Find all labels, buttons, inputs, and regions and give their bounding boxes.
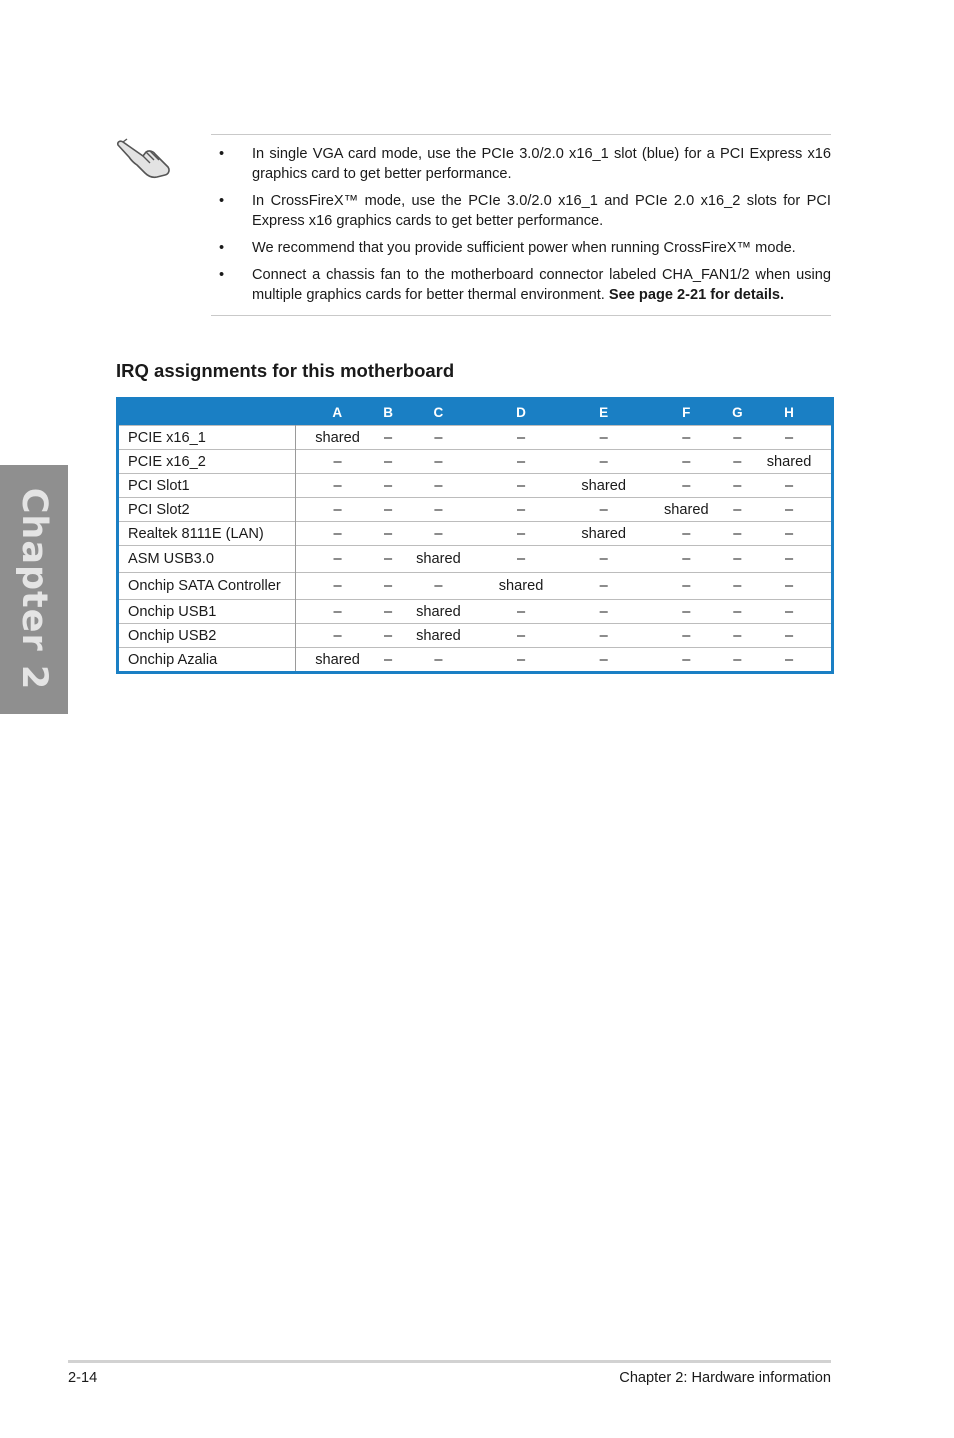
- irq-cell: –: [728, 450, 747, 474]
- note-text: In CrossFireX™ mode, use the PCIe 3.0/2.0 x16_1 and PCIe 2.0 x16_2 slots for PCI Express x16 graphics cards to get better performance.: [252, 193, 831, 229]
- table-row: [118, 573, 833, 600]
- irq-cell: –: [379, 624, 397, 648]
- table-row: [118, 546, 833, 573]
- irq-cell: shared: [296, 648, 380, 673]
- irq-cell: –: [397, 450, 480, 474]
- irq-cell: –: [562, 546, 645, 573]
- irq-cell: –: [397, 573, 480, 600]
- device-cell: ASM USB3.0: [118, 546, 296, 573]
- device-cell: PCI Slot2: [118, 498, 296, 522]
- table-row: [118, 648, 833, 673]
- irq-cell: –: [379, 546, 397, 573]
- irq-cell: –: [728, 474, 747, 498]
- irq-cell: –: [379, 600, 397, 624]
- column-header: G: [728, 399, 747, 426]
- irq-cell: shared: [296, 426, 380, 450]
- irq-table: [116, 397, 834, 674]
- table-row: [118, 450, 833, 474]
- irq-cell: –: [645, 546, 728, 573]
- irq-cell: –: [480, 624, 563, 648]
- chapter-side-tab-label: Chapter 2: [14, 487, 54, 691]
- irq-cell: –: [562, 426, 645, 450]
- page-number: 2-14: [68, 1370, 98, 1386]
- irq-cell: –: [728, 498, 747, 522]
- device-cell: Onchip Azalia: [118, 648, 296, 673]
- irq-cell: –: [480, 426, 563, 450]
- irq-cell: –: [645, 648, 728, 673]
- irq-cell: –: [747, 498, 832, 522]
- irq-cell: –: [397, 474, 480, 498]
- note-bottom-rule: [211, 315, 831, 316]
- column-header: D: [480, 399, 563, 426]
- irq-cell: –: [480, 474, 563, 498]
- note-item: [211, 265, 831, 305]
- note-text-body: Connect a chassis fan to the motherboard connector labeled CHA_FAN1/2 when using multiple graphics cards for better thermal environment.: [252, 267, 831, 303]
- irq-cell: –: [379, 474, 397, 498]
- irq-cell: –: [728, 426, 747, 450]
- irq-cell: –: [379, 522, 397, 546]
- irq-cell: shared: [480, 573, 563, 600]
- table-row: [118, 624, 833, 648]
- column-header-device: [118, 399, 296, 426]
- irq-cell: –: [296, 498, 380, 522]
- irq-cell: –: [645, 624, 728, 648]
- column-header: F: [645, 399, 728, 426]
- irq-cell: –: [645, 474, 728, 498]
- irq-cell: –: [747, 522, 832, 546]
- irq-cell: –: [379, 648, 397, 673]
- irq-cell: –: [747, 600, 832, 624]
- column-header: B: [379, 399, 397, 426]
- irq-cell: –: [747, 426, 832, 450]
- note-top-rule: [211, 134, 831, 135]
- irq-cell: –: [480, 648, 563, 673]
- pointing-hand-icon: [113, 135, 173, 181]
- table-row: [118, 600, 833, 624]
- irq-cell: –: [480, 600, 563, 624]
- section-title: IRQ assignments for this motherboard: [116, 360, 455, 381]
- device-cell: PCIE x16_2: [118, 450, 296, 474]
- irq-cell: shared: [397, 624, 480, 648]
- irq-cell: –: [296, 600, 380, 624]
- note-item: [211, 144, 831, 184]
- table-header-row: [118, 399, 833, 426]
- table-row: [118, 498, 833, 522]
- irq-cell: –: [296, 450, 380, 474]
- irq-cell: –: [747, 474, 832, 498]
- irq-cell: shared: [397, 546, 480, 573]
- irq-cell: –: [397, 522, 480, 546]
- irq-cell: shared: [747, 450, 832, 474]
- irq-cell: –: [645, 573, 728, 600]
- irq-cell: –: [728, 624, 747, 648]
- bullet: •: [219, 240, 225, 256]
- device-cell: Onchip USB2: [118, 624, 296, 648]
- irq-cell: –: [562, 573, 645, 600]
- irq-cell: shared: [397, 600, 480, 624]
- column-header: C: [397, 399, 480, 426]
- irq-cell: –: [480, 522, 563, 546]
- irq-cell: –: [562, 648, 645, 673]
- chapter-side-tab: [0, 465, 68, 714]
- irq-cell: –: [296, 546, 380, 573]
- table-row: [118, 426, 833, 450]
- note-list: [211, 144, 831, 305]
- irq-cell: –: [645, 600, 728, 624]
- irq-cell: –: [379, 498, 397, 522]
- irq-cell: –: [747, 573, 832, 600]
- note-text: In single VGA card mode, use the PCIe 3.0/2.0 x16_1 slot (blue) for a PCI Express x16 graphics card to get better performance.: [252, 146, 831, 182]
- irq-cell: –: [645, 522, 728, 546]
- table-row: [118, 522, 833, 546]
- irq-cell: –: [728, 648, 747, 673]
- irq-cell: –: [562, 498, 645, 522]
- irq-cell: –: [747, 546, 832, 573]
- irq-cell: –: [296, 474, 380, 498]
- bullet: •: [219, 193, 225, 209]
- irq-cell: –: [296, 573, 380, 600]
- irq-cell: –: [397, 498, 480, 522]
- irq-cell: –: [747, 648, 832, 673]
- device-cell: Onchip USB1: [118, 600, 296, 624]
- irq-cell: –: [480, 498, 563, 522]
- irq-cell: –: [645, 426, 728, 450]
- irq-cell: –: [562, 624, 645, 648]
- irq-cell: shared: [562, 474, 645, 498]
- irq-cell: –: [562, 450, 645, 474]
- device-cell: PCI Slot1: [118, 474, 296, 498]
- see-page-link[interactable]: See page 2-21 for details.: [608, 287, 785, 303]
- table-row: [118, 474, 833, 498]
- irq-cell: –: [747, 624, 832, 648]
- irq-cell: –: [296, 522, 380, 546]
- note-item: [211, 191, 831, 231]
- device-cell: Realtek 8111E (LAN): [118, 522, 296, 546]
- device-cell: Onchip SATA Controller: [118, 573, 296, 600]
- irq-cell: shared: [562, 522, 645, 546]
- irq-cell: –: [728, 546, 747, 573]
- column-header: A: [296, 399, 380, 426]
- irq-cell: –: [728, 600, 747, 624]
- column-header: E: [562, 399, 645, 426]
- note-item: [211, 238, 831, 258]
- irq-cell: –: [379, 426, 397, 450]
- note-text: We recommend that you provide sufficient power when running CrossFireX™ mode.: [252, 240, 796, 256]
- irq-cell: –: [480, 546, 563, 573]
- column-header: H: [747, 399, 832, 426]
- footer-chapter-title: Chapter 2: Hardware information: [619, 1370, 831, 1386]
- irq-cell: –: [562, 600, 645, 624]
- bullet: •: [219, 267, 225, 283]
- irq-cell: –: [296, 624, 380, 648]
- irq-cell: –: [645, 450, 728, 474]
- irq-cell: –: [728, 522, 747, 546]
- note-text: [252, 265, 831, 305]
- irq-cell: shared: [645, 498, 728, 522]
- irq-cell: –: [480, 450, 563, 474]
- table-body: [118, 426, 833, 673]
- footer-rule: [68, 1360, 831, 1363]
- irq-cell: –: [728, 573, 747, 600]
- irq-cell: –: [379, 450, 397, 474]
- irq-cell: –: [379, 573, 397, 600]
- irq-cell: –: [397, 648, 480, 673]
- device-cell: PCIE x16_1: [118, 426, 296, 450]
- irq-cell: –: [397, 426, 480, 450]
- bullet: •: [219, 146, 225, 162]
